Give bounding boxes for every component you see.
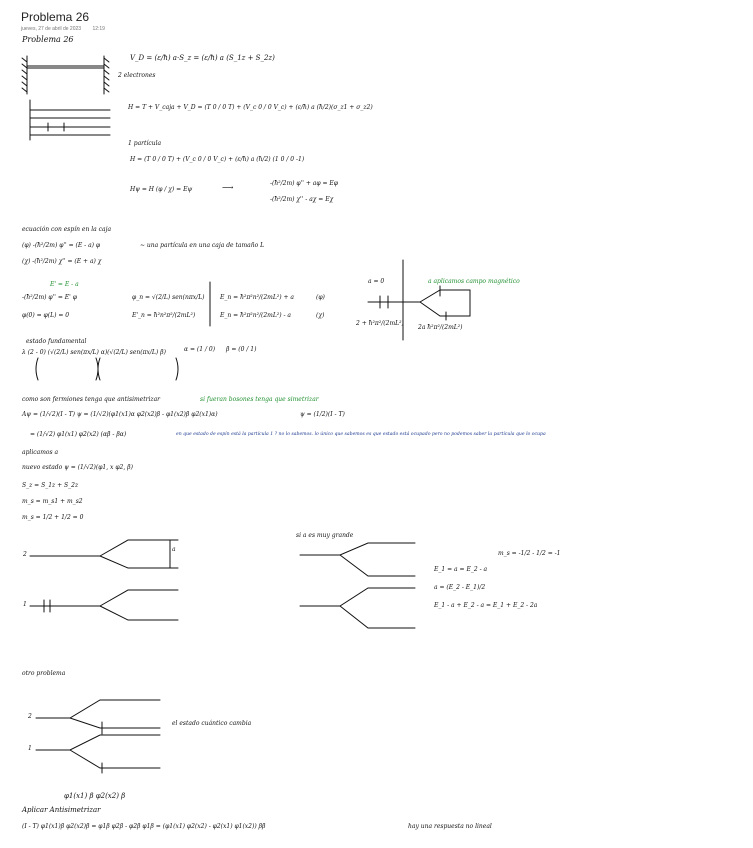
particle-note: ~ una partícula en una caja de tamaño L (140, 242, 265, 249)
other-level-2: 2 (28, 713, 32, 720)
alpha-def: α = (1 / 0) (184, 346, 216, 353)
a-field: a aplicamos campo magnético (428, 278, 520, 285)
a-formula: a = (E_2 - E_1)/2 (434, 584, 486, 591)
splitting-diagram-left (30, 540, 178, 620)
box-spin-heading: ecuación con espín en la caja (22, 226, 112, 233)
heading-problem: Problema 26 (22, 35, 74, 44)
level-label-2: 2a ħ²π²/(2mL²) (418, 324, 463, 331)
ground-wf: λ (2 - 0) (√(2/L) sen(πx/L) α)(√(2/L) sen(πx/L) β) (22, 349, 166, 356)
level-2-label: 2 (23, 551, 27, 558)
final-wf: φ1(x1) β φ2(x2) β (64, 792, 126, 800)
apply-label: aplicamos a (22, 449, 59, 456)
eq-phi-2: (φ) -(ħ²/2m) φ'' = (E - a) φ (22, 242, 101, 249)
big-a-note: si a es muy grande (296, 532, 354, 539)
page-date: jueves, 27 de abril de 2023 (21, 26, 82, 32)
blue-note: en que estado de espín está la partícula 1 ? no lo sabemos. lo único que sabemos es que estado está ocupado pero no podemos saber la partícula que lo ocupa (176, 432, 546, 437)
state-change: el estado cuántico cambia (172, 720, 252, 727)
page-title: Problema 26 (21, 10, 90, 24)
level-label-1: 2 + ħ²π²/(2mL²) (356, 320, 404, 327)
apply-antisym: Aplicar Antisimetrizar (22, 806, 101, 814)
splitting-diagram-other (36, 700, 160, 773)
ms-eq: m_s = m_s1 + m_s2 (22, 498, 83, 505)
antisym-1: Aψ = (1/√2)(I - T) ψ = (1/√2)(φ1(x1)α φ2(x2)β - φ1(x2)β φ2(x1)α) (22, 411, 218, 418)
eq-phi: -(ħ²/2m) φ'' + aφ = Eφ (270, 180, 338, 187)
boundary-cond: φ(0) = φ(L) = 0 (22, 312, 70, 319)
level-a: a (172, 546, 176, 553)
new-state: nuevo estado ψ = (1/√2)(φ1, x φ2, β) (22, 464, 133, 471)
beta-def: β = (0 / 1) (226, 346, 257, 353)
final-eq: (I - T) φ1(x1)β φ2(x2)β = φ1β φ2β - φ2β φ1β = (φ1(x1) φ2(x2) - φ2(x1) φ1(x2)) ββ (22, 823, 266, 830)
en-phi: E_n = ħ²π²n²/(2mL²) + a (220, 294, 294, 301)
other-level-1: 1 (28, 745, 32, 752)
hamiltonian-eq: H = T + V_caja + V_D = (T 0 / 0 T) + (V_c 0 / 0 V_c) + (ε/ħ) a (ħ/2)(σ_z1 + σ_z2) (128, 104, 373, 111)
e1-eq: E_1 = a = E_2 - a (434, 566, 488, 573)
e-sum: E_1 - a + E_2 - a = E_1 + E_2 - 2a (434, 602, 538, 609)
tag-chi: (χ) (316, 312, 325, 319)
h-one-eq: H = (T 0 / 0 T) + (V_c 0 / 0 V_c) + (ε/ħ) a (ħ/2) (1 0 / 0 -1) (130, 156, 305, 163)
en-chi: E_n = ħ²π²n²/(2mL²) - a (220, 312, 291, 319)
page-timestamp (21, 26, 115, 32)
one-particle: 1 partícula (128, 140, 162, 147)
two-electrons: 2 electrones (118, 72, 156, 79)
tag-phi: (φ) (316, 294, 325, 301)
sz-eq: S_z = S_1z + S_2z (22, 482, 79, 489)
arrow-icon: ⟶ (222, 183, 234, 192)
phi-n: φ_n = √(2/L) sen(nπx/L) (132, 294, 205, 301)
other-problem: otro problema (22, 670, 66, 677)
ground-state: estado fundamental (26, 338, 87, 345)
eigen-eq: Hψ = H (φ / χ) = Eψ (130, 186, 193, 193)
energy-levels-sketch (30, 100, 110, 140)
ms-val: m_s = 1/2 + 1/2 = 0 (22, 514, 84, 521)
eprime: E' = E - a (50, 281, 79, 288)
nonlinear-note: hay una respuesta no lineal (408, 823, 492, 830)
box-sketch (22, 56, 109, 94)
schrodinger: -(ħ²/2m) φ'' = E' φ (22, 294, 77, 301)
page-time: 12:19 (92, 26, 105, 32)
identical-note: como son fermiones tenga que antisimetrizar (22, 396, 161, 403)
splitting-diagram-right (300, 543, 415, 628)
en-prime: E'_n = ħ²n²π²/(2mL²) (132, 312, 196, 319)
ms-neg: m_s = -1/2 - 1/2 = -1 (498, 550, 561, 557)
level-1-label: 1 (23, 601, 27, 608)
psi-half: ψ = (1/2)(I - T) (300, 411, 345, 418)
identical-green: si fueran bosones tenga que simetrizar (200, 396, 319, 403)
a-zero: a = 0 (368, 278, 385, 285)
potential-eq: V_D = (ε/ħ) a·S_z = (ε/ħ) a (S_1z + S_2z) (130, 54, 275, 62)
eq-chi-2: (χ) -(ħ²/2m) χ'' = (E + a) χ (22, 258, 102, 265)
eq-chi: -(ħ²/2m) χ'' - aχ = Eχ (270, 196, 334, 203)
antisym-2: = (1/√2) φ1(x1) φ2(x2) (αβ - βα) (30, 431, 127, 438)
